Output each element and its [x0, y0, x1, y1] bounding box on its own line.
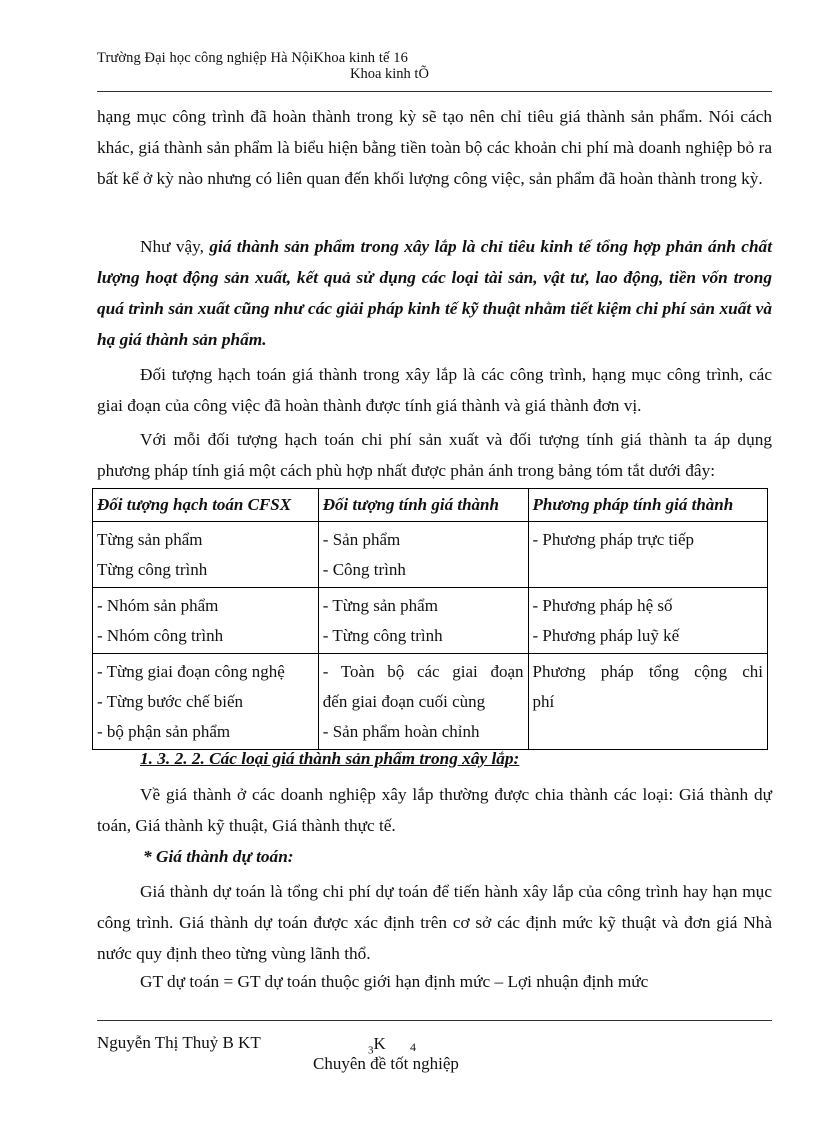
- cell-line: - Phương pháp trực tiếp: [532, 530, 694, 549]
- table-cell: [93, 522, 319, 588]
- paragraph-3: Đối tượng hạch toán giá thành trong xây lắp là các công trình, hạng mục công trình, các giai đoạn của công việc đã hoàn thành được tính giá thành và giá thành đơn vị.: [97, 365, 772, 415]
- footer-class-number: 4: [410, 1040, 416, 1054]
- table-cell: [93, 654, 319, 750]
- footer-caption: Chuyên đề tốt nghiệp: [313, 1054, 459, 1073]
- table-header-row: [93, 489, 768, 522]
- cell-line: - Phương pháp luỹ kế: [532, 626, 680, 645]
- table-cell: [318, 654, 528, 750]
- cell-line: - Từng công trình: [322, 626, 443, 645]
- header-faculty-line: Khoa kinh tÕ: [350, 66, 429, 82]
- cell-line: - Từng sản phẩm: [322, 596, 438, 615]
- cell-line: Phương pháp tổng cộng chi: [532, 662, 763, 681]
- cell-line: Từng công trình: [97, 560, 208, 579]
- paragraph-4: Với mỗi đối tượng hạch toán chi phí sản xuất và đối tượng tính giá thành ta áp dụng phương pháp tính giá một cách phù hợp nhất được phản ánh trong bảng tóm tắt dưới đây:: [97, 430, 772, 480]
- footer-class-k: K: [373, 1034, 386, 1053]
- paragraph-2: [97, 231, 772, 355]
- cell-line: - Sản phẩm hoàn chỉnh: [322, 722, 480, 741]
- header-school-line: Trường Đại học công nghiệp Hà NộiKhoa kinh tế 16: [97, 50, 408, 66]
- table-cell: [93, 588, 319, 654]
- cell-line: - bộ phận sản phẩm: [97, 722, 231, 741]
- footer-rule: [97, 1020, 772, 1021]
- header-rule: [97, 91, 772, 92]
- footer-class-sub: 3: [368, 1044, 374, 1057]
- table-row: [93, 654, 768, 750]
- cell-line: - Sản phẩm: [322, 530, 401, 549]
- cell-line: đến giai đoạn cuối cùng: [322, 692, 486, 711]
- cell-line: - Từng bước chế biến: [97, 692, 244, 711]
- summary-table: [92, 488, 768, 750]
- cell-line: phí: [532, 692, 555, 711]
- table-cell: [528, 588, 768, 654]
- paragraph-1: hạng mục công trình đã hoàn thành trong kỳ sẽ tạo nên chỉ tiêu giá thành sản phẩm. Nói cách khác, giá thành sản phẩm là biểu hiện bằng tiền toàn bộ các khoản chi phí mà doanh nghiệp bỏ ra bất kể ở kỳ nào nhưng có liên quan đến khối lượng công việc, sản phẩm đã hoàn thành trong kỳ.: [97, 107, 772, 188]
- header-costing-object: Đối tượng tính giá thành: [318, 489, 528, 522]
- table-cell: [318, 522, 528, 588]
- header-cfsx: Đối tượng hạch toán CFSX: [93, 489, 319, 522]
- cell-line: - Phương pháp hệ số: [532, 596, 673, 615]
- subheading-estimate-cost: * Giá thành dự toán:: [143, 847, 294, 866]
- table-row: [93, 522, 768, 588]
- paragraph-2-lead: Như vậy,: [140, 237, 210, 256]
- paragraph-2-emphasis: giá thành sản phẩm trong xây lắp là chỉ tiêu kinh tế tổng hợp phản ánh chất lượng hoạt động sản xuất, kết quả sử dụng các loại tài sản, vật tư, lao động, tiền vốn trong quá trình sản xuất cũng như các giải pháp kinh tế kỹ thuật nhằm tiết kiệm chi phí sản xuất và hạ giá thành sản phẩm.: [97, 237, 772, 349]
- cell-line: Từng sản phẩm: [97, 530, 203, 549]
- paragraph-6: Giá thành dự toán là tổng chi phí dự toán để tiến hành xây lắp của công trình hay hạn mục công trình. Giá thành dự toán được xác định trên cơ sở các định mức kỹ thuật và đơn giá Nhà nước quy định theo từng vùng lãnh thổ.: [97, 882, 772, 963]
- cell-line: - Toàn bộ các giai đoạn: [322, 662, 524, 681]
- paragraph-5: Về giá thành ở các doanh nghiệp xây lắp thường được chia thành các loại: Giá thành dự toán, Giá thành kỹ thuật, Giá thành thực tế.: [97, 785, 772, 835]
- cell-line: - Công trình: [322, 560, 406, 579]
- table-cell: [528, 522, 768, 588]
- header-method: Phương pháp tính giá thành: [528, 489, 768, 522]
- footer-author: Nguyễn Thị Thuỷ B KT: [97, 1033, 261, 1052]
- cell-line: - Nhóm công trình: [97, 626, 224, 645]
- cell-line: - Từng giai đoạn công nghệ: [97, 662, 285, 681]
- table-cell: [318, 588, 528, 654]
- table-cell: [528, 654, 768, 750]
- cell-line: - Nhóm sản phẩm: [97, 596, 219, 615]
- formula-line: GT dự toán = GT dự toán thuộc giới hạn định mức – Lợi nhuận định mức: [140, 972, 649, 991]
- table-row: [93, 588, 768, 654]
- section-heading: 1. 3. 2. 2. Các loại giá thành sản phẩm trong xây lắp:: [140, 749, 520, 768]
